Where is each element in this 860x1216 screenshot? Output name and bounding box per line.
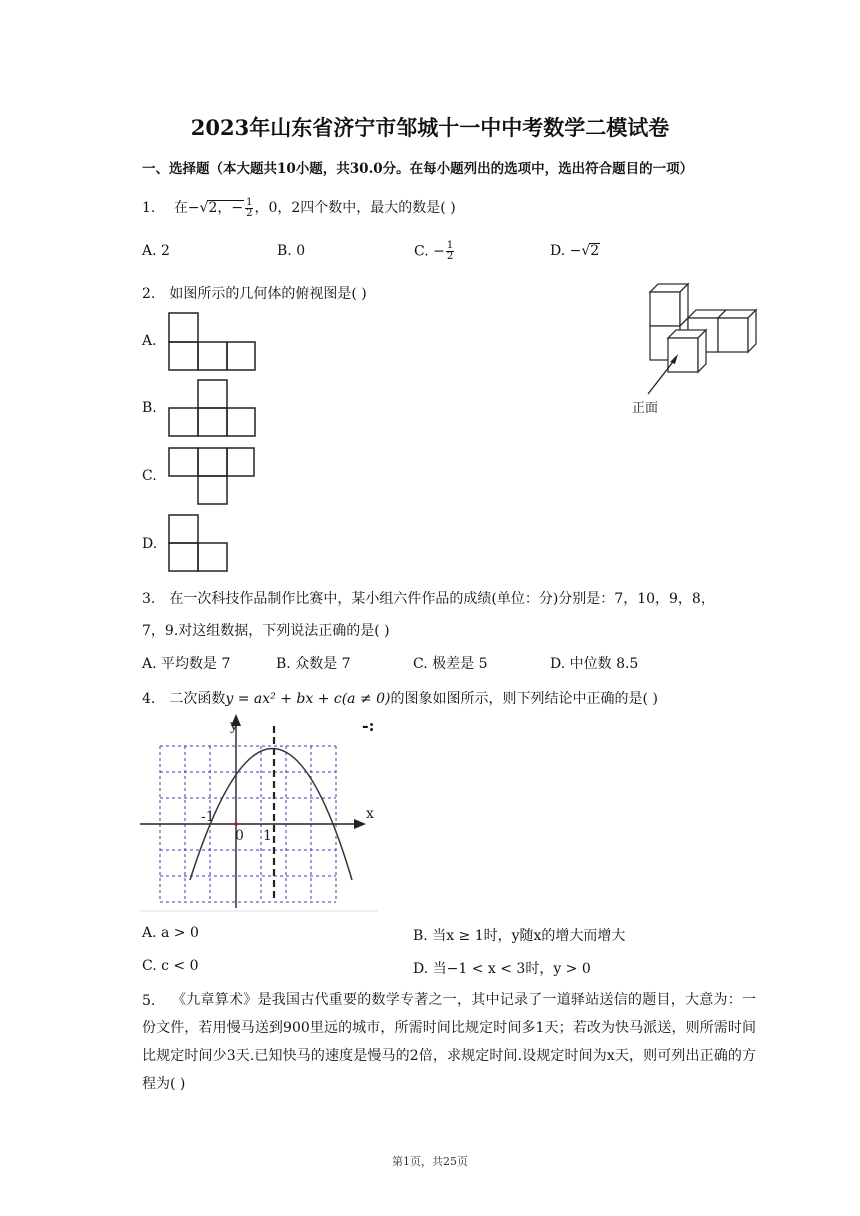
question-5-number: 5. [142, 993, 156, 1009]
question-2: 2. 如图所示的几何体的俯视图是( ) [142, 286, 367, 302]
section-heading: 一、选择题（本大题共10小题，共30.0分。在每小题列出的选项中，选出符合题目的一项） [142, 161, 694, 177]
parabola-graph [140, 712, 380, 912]
question-1 [142, 197, 456, 219]
option-b-label: B. [142, 400, 157, 416]
option-a: A. a > 0 [142, 925, 199, 941]
option-c-label: C. [142, 468, 157, 484]
quadratic-formula: y = ax² + bx + c(a ≠ 0) [225, 691, 391, 707]
fraction-half: $\frac{1}{2}$ [246, 196, 253, 219]
top-view-option-c [168, 447, 258, 507]
page-title: 2023年山东省济宁市邹城十一中中考数学二模试卷 [190, 115, 670, 140]
option-b: B. 当x ≥ 1时，y随x的增大而增大 [413, 928, 626, 944]
option-d: D. −√2 [550, 243, 600, 259]
x-axis-label: x [366, 806, 374, 822]
option-d: D. 当−1 < x < 3时，y > 0 [413, 961, 591, 977]
front-label: 正面 [632, 401, 659, 416]
option-a-label: A. [142, 333, 157, 349]
page-footer: 第1页，共25页 [392, 1155, 468, 1168]
question-number: 1. [142, 200, 156, 216]
option-a: A. 2 [142, 243, 170, 259]
option-b: B. 众数是 7 [276, 656, 351, 672]
question-5-text: 《九章算术》是我国古代重要的数学专著之一，其中记录了一道驿站送信的题目，大意为：一份文件，若用慢马送到900里远的城市，所需时间比规定时间多1天；若改为快马派送，则所需时间比规定时间少3天.已知快马的速度是慢马的2倍，求规定时间.设规定时间为x天，则可列出正确的方程为( ) [142, 992, 756, 1092]
neg-one-label: -1 [201, 809, 215, 825]
top-view-option-b [168, 379, 258, 439]
option-c: C. − $\frac{1}{2}$ [414, 240, 454, 262]
cube-solid-figure [628, 282, 758, 420]
question-1-text-c: ，0，2四个数中，最大的数是( ) [254, 200, 456, 216]
option-d: D. 中位数 8.5 [550, 656, 639, 672]
question-4: 4. 二次函数y = ax² + bx + c(a ≠ 0)的图象如图所示，则下列结论中正确的是( ) [142, 691, 658, 707]
corner-mark-icon: -: [362, 716, 375, 735]
top-view-option-d [168, 514, 258, 574]
question-1-text-a: 在− [173, 200, 200, 216]
option-a: A. 平均数是 7 [142, 656, 231, 672]
one-label: 1 [263, 828, 272, 844]
option-d-label: D. [142, 536, 158, 552]
question-1-text-b: 2，− [208, 200, 244, 216]
option-b: B. 0 [277, 243, 306, 259]
question-3-line-1: 3. 在一次科技作品制作比赛中，某小组六件作品的成绩(单位：分)分别是：7，10，9，8， [142, 591, 715, 607]
sqrt-sign: √ [199, 200, 209, 216]
question-3-line-2: 7，9.对这组数据，下列说法正确的是( ) [142, 623, 390, 639]
origin-label: 0 [235, 828, 244, 844]
option-c: C. 极差是 5 [413, 656, 488, 672]
top-view-option-a [168, 312, 258, 372]
y-axis-label: y [230, 718, 238, 734]
option-c: C. c < 0 [142, 958, 199, 974]
